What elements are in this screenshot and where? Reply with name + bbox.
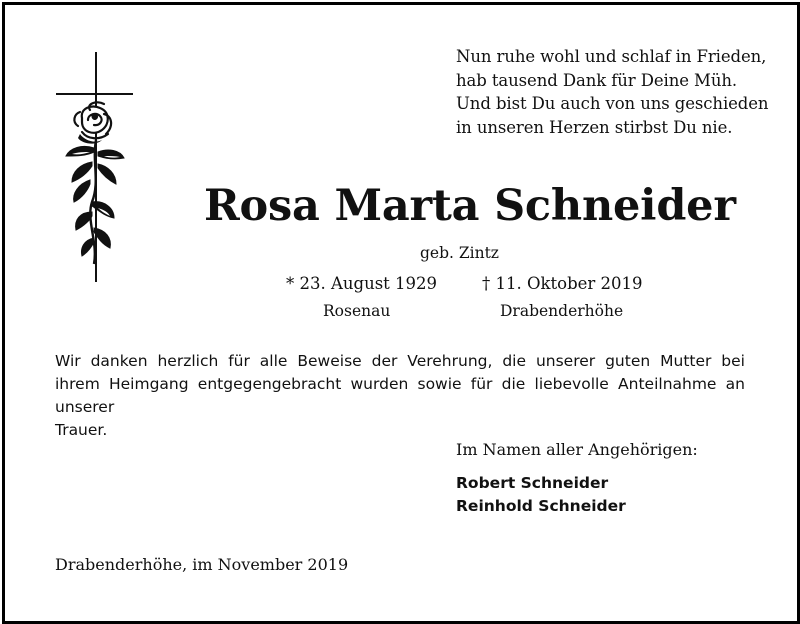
- thanks-line: Wir danken herzlich für alle Beweise der Verehrung, die unserer guten Mutter bei: [55, 352, 745, 370]
- deathplace: Drabenderhöhe: [500, 302, 624, 320]
- poem-line: in unseren Herzen stirbst Du nie.: [456, 117, 733, 137]
- poem-line: Nun ruhe wohl und schlaf in Frieden,: [456, 47, 767, 66]
- death-date: † 11. Oktober 2019: [482, 274, 643, 293]
- family-member: Reinhold Schneider: [456, 497, 626, 515]
- birthplace: Rosenau: [323, 302, 391, 320]
- birth-date: * 23. August 1929: [286, 274, 438, 293]
- thanks-paragraph: [55, 350, 745, 442]
- cross-with-rose-icon: [52, 52, 142, 284]
- thanks-line: ihrem Heimgang entgegengebracht wurden sowie für die liebevolle Anteilnahme an unserer: [55, 375, 745, 416]
- poem: [456, 45, 776, 139]
- thanks-line: Trauer.: [55, 421, 108, 439]
- poem-line: hab tausend Dank für Deine Müh.: [456, 70, 738, 90]
- place-and-date: Drabenderhöhe, im November 2019: [55, 555, 349, 574]
- deceased-name: Rosa Marta Schneider: [204, 181, 736, 231]
- poem-line: Und bist Du auch von uns geschieden: [456, 94, 769, 113]
- family-member: Robert Schneider: [456, 474, 609, 492]
- maiden-name: geb. Zintz: [420, 244, 499, 262]
- family-intro: Im Namen aller Angehörigen:: [456, 440, 698, 459]
